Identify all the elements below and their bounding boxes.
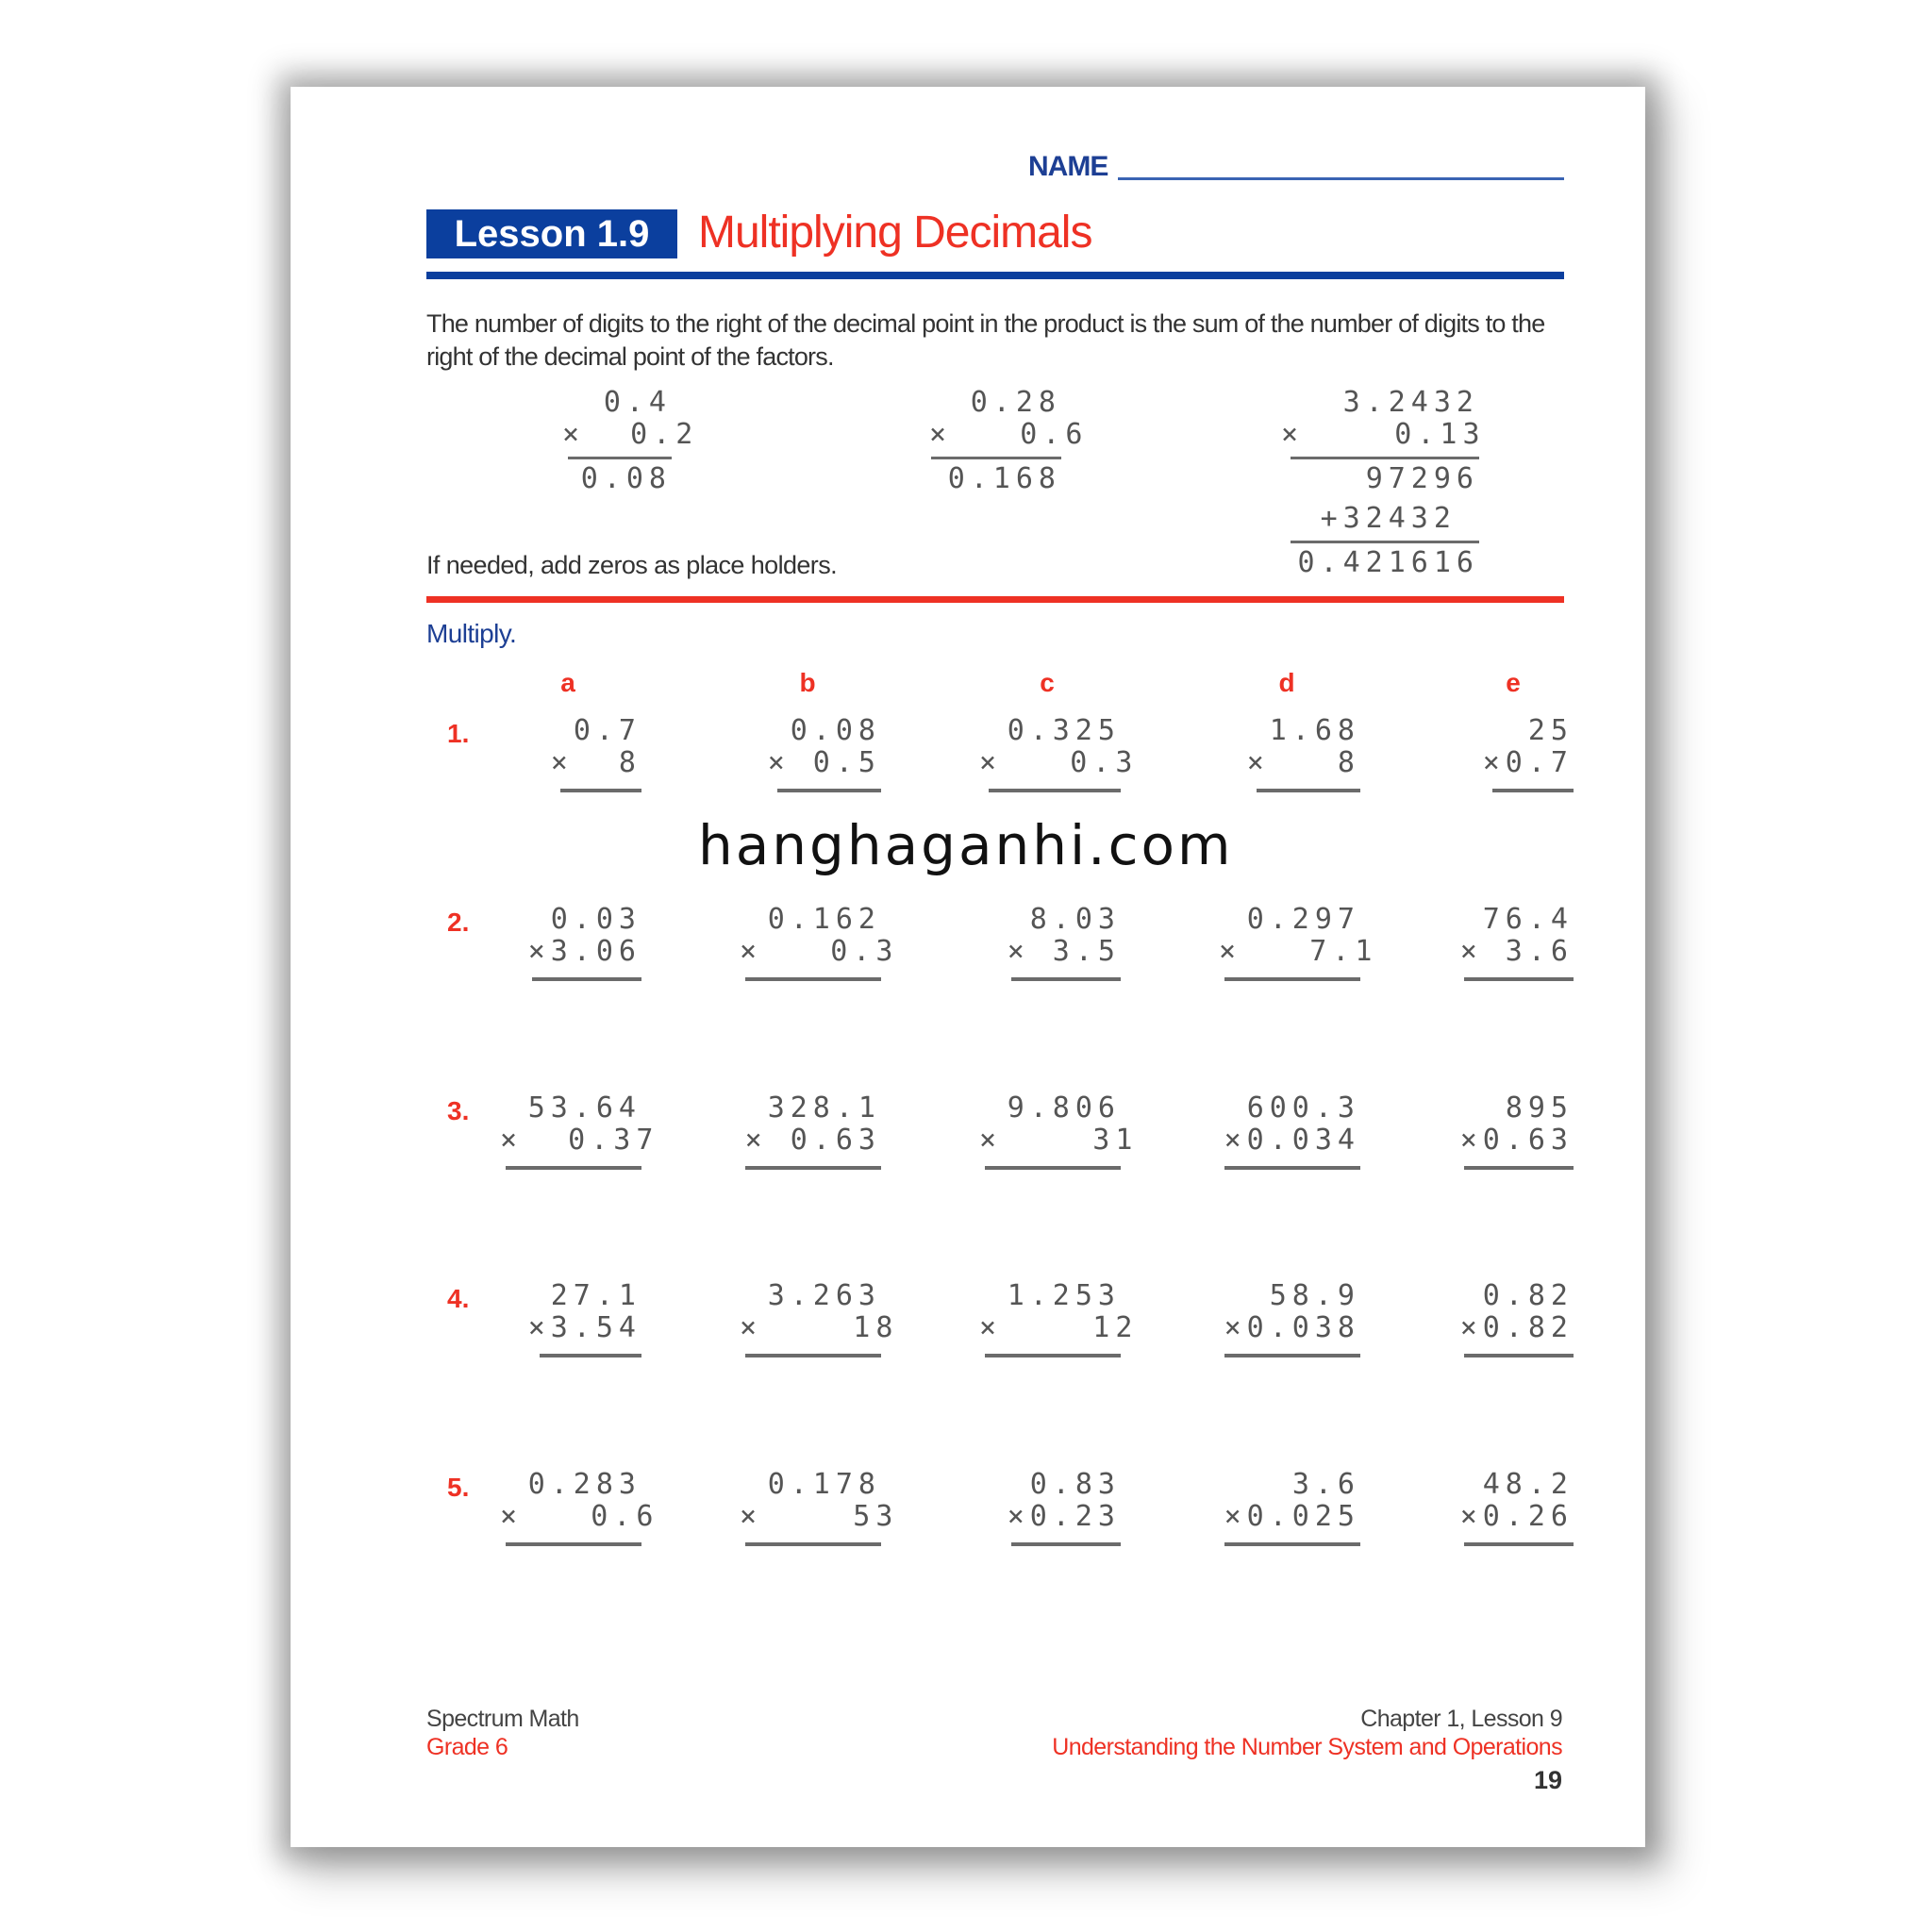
- example-factor-bottom: × 0.6: [929, 418, 1089, 451]
- factor-bottom: ×0.025: [1224, 1500, 1360, 1533]
- problem-5-d: [1219, 1469, 1360, 1546]
- name-label: NAME: [1028, 151, 1108, 182]
- factor-top: 27.1: [550, 1279, 641, 1312]
- factor-bottom: ×0.26: [1459, 1500, 1574, 1533]
- name-field-line[interactable]: [1118, 177, 1564, 180]
- factor-bottom: ×0.82: [1459, 1311, 1574, 1344]
- factor-top: 0.178: [767, 1468, 881, 1501]
- problem-3-e: [1432, 1092, 1574, 1170]
- example-2: [929, 386, 1089, 495]
- factor-bottom: × 8: [550, 746, 641, 779]
- problem-row-number: 5.: [447, 1473, 470, 1502]
- problem-row-number: 4.: [447, 1284, 470, 1313]
- factor-bottom: × 53: [740, 1500, 899, 1533]
- column-label-a: a: [560, 668, 575, 697]
- watermark: hanghaganhi.com: [698, 813, 1234, 877]
- factor-top: 600.3: [1246, 1091, 1360, 1124]
- factor-top: 3.6: [1291, 1468, 1360, 1501]
- footer-book-title: Spectrum Math: [426, 1706, 579, 1732]
- factor-top: 1.68: [1269, 714, 1360, 747]
- factor-bottom: × 0.37: [500, 1124, 659, 1157]
- answer-line[interactable]: [1224, 1166, 1360, 1170]
- problem-5-c: [979, 1469, 1121, 1546]
- factor-bottom: × 3.5: [1007, 935, 1121, 968]
- example-rule-line: [568, 457, 672, 459]
- factor-top: 0.7: [573, 714, 641, 747]
- answer-line[interactable]: [1011, 1542, 1121, 1546]
- example-rule-line: [1291, 541, 1479, 543]
- problem-1-a: [500, 715, 641, 792]
- factor-top: 58.9: [1269, 1279, 1360, 1312]
- placeholder-note: If needed, add zeros as place holders.: [426, 551, 838, 579]
- factor-bottom: × 0.6: [500, 1500, 659, 1533]
- factor-top: 76.4: [1482, 903, 1574, 936]
- example-1: [562, 386, 699, 495]
- problem-5-a: [500, 1468, 659, 1546]
- answer-line[interactable]: [1224, 1354, 1360, 1357]
- answer-line[interactable]: [1011, 977, 1121, 981]
- factor-bottom: × 18: [740, 1311, 899, 1344]
- column-label-e: e: [1506, 668, 1521, 697]
- factor-bottom: × 0.5: [767, 746, 881, 779]
- example-factor-top: 0.28: [970, 386, 1061, 419]
- answer-line[interactable]: [1464, 1542, 1574, 1546]
- problem-4-a: [500, 1280, 641, 1357]
- example-rule-line: [1291, 457, 1479, 459]
- answer-line[interactable]: [745, 1542, 881, 1546]
- factor-bottom: ×3.54: [527, 1311, 641, 1344]
- factor-bottom: × 31: [979, 1124, 1139, 1157]
- factor-top: 8.03: [1029, 903, 1121, 936]
- problem-2-b: [740, 903, 899, 981]
- answer-line[interactable]: [777, 789, 881, 792]
- problem-1-c: [979, 714, 1139, 792]
- answer-line[interactable]: [1492, 789, 1574, 792]
- problem-3-b: [740, 1092, 881, 1170]
- problem-2-c: [979, 904, 1121, 981]
- problem-1-d: [1219, 715, 1360, 792]
- example-factor-top: 0.4: [603, 386, 672, 419]
- section-divider: [426, 596, 1564, 603]
- factor-top: 0.325: [1007, 714, 1121, 747]
- answer-line[interactable]: [1464, 977, 1574, 981]
- answer-line[interactable]: [1257, 789, 1360, 792]
- factor-top: 0.82: [1482, 1279, 1574, 1312]
- factor-bottom: × 0.3: [740, 935, 899, 968]
- factor-bottom: ×3.06: [527, 935, 641, 968]
- answer-line[interactable]: [1224, 1542, 1360, 1546]
- problem-row-number: 3.: [447, 1096, 470, 1125]
- factor-top: 0.162: [767, 903, 881, 936]
- rule-explanation: The number of digits to the right of the decimal point in the product is the sum of the number of digits to the right of the decimal point of the factors.: [426, 309, 1545, 371]
- lesson-badge: Lesson 1.9: [426, 209, 677, 258]
- factor-bottom: × 0.3: [979, 746, 1139, 779]
- factor-top: 3.263: [767, 1279, 881, 1312]
- factor-bottom: × 0.63: [744, 1124, 881, 1157]
- example-rule-line: [931, 457, 1061, 459]
- problem-5-e: [1432, 1469, 1574, 1546]
- factor-top: 0.03: [550, 903, 641, 936]
- example-factor-top: 3.2432: [1342, 386, 1479, 419]
- footer-chapter: Chapter 1, Lesson 9: [1360, 1706, 1562, 1732]
- footer-unit: Understanding the Number System and Operations: [1052, 1734, 1562, 1760]
- page-number: 19: [1533, 1766, 1562, 1794]
- column-label-b: b: [799, 668, 816, 697]
- answer-line[interactable]: [506, 1166, 641, 1170]
- factor-top: 0.83: [1029, 1468, 1121, 1501]
- factor-top: 1.253: [1007, 1279, 1121, 1312]
- answer-line[interactable]: [560, 789, 641, 792]
- factor-top: 0.283: [527, 1468, 641, 1501]
- problem-1-b: [740, 715, 881, 792]
- example-3: [1281, 386, 1486, 579]
- example-partial-product-2: +32432: [1320, 502, 1479, 535]
- factor-top: 25: [1527, 714, 1574, 747]
- answer-line[interactable]: [745, 1166, 881, 1170]
- answer-line[interactable]: [745, 977, 881, 981]
- example-product: 0.168: [947, 462, 1061, 495]
- answer-line[interactable]: [532, 977, 641, 981]
- problem-2-e: [1432, 904, 1574, 981]
- answer-line[interactable]: [989, 789, 1121, 792]
- problem-row-number: 1.: [447, 719, 470, 748]
- factor-bottom: ×0.63: [1459, 1124, 1574, 1157]
- example-product: 0.08: [580, 462, 672, 495]
- factor-top: 328.1: [767, 1091, 881, 1124]
- example-factor-bottom: × 0.2: [562, 418, 699, 451]
- column-label-c: c: [1040, 668, 1055, 697]
- factor-bottom: ×0.7: [1482, 746, 1574, 779]
- problem-3-a: [500, 1091, 659, 1170]
- problem-1-e: [1432, 715, 1574, 792]
- directions: Multiply.: [426, 619, 517, 648]
- answer-line[interactable]: [506, 1542, 641, 1546]
- factor-top: 9.806: [1007, 1091, 1121, 1124]
- factor-top: 48.2: [1482, 1468, 1574, 1501]
- problem-2-d: [1219, 903, 1378, 981]
- footer-grade: Grade 6: [426, 1734, 508, 1760]
- factor-top: 0.297: [1246, 903, 1360, 936]
- problem-4-c: [979, 1279, 1139, 1357]
- answer-line[interactable]: [745, 1354, 881, 1357]
- answer-line[interactable]: [1464, 1354, 1574, 1357]
- factor-bottom: × 8: [1246, 746, 1360, 779]
- answer-line[interactable]: [985, 1166, 1121, 1170]
- column-label-d: d: [1278, 668, 1295, 697]
- factor-top: 53.64: [527, 1091, 641, 1124]
- factor-bottom: × 12: [979, 1311, 1139, 1344]
- factor-top: 895: [1505, 1091, 1574, 1124]
- problem-4-e: [1432, 1280, 1574, 1357]
- factor-bottom: ×0.23: [1007, 1500, 1121, 1533]
- factor-top: 0.08: [790, 714, 881, 747]
- answer-line[interactable]: [1464, 1166, 1574, 1170]
- example-factor-bottom: × 0.13: [1281, 418, 1486, 451]
- problem-2-a: [500, 904, 641, 981]
- problem-3-d: [1219, 1092, 1360, 1170]
- lesson-title: Multiplying Decimals: [698, 208, 1092, 258]
- header-divider: [426, 272, 1564, 279]
- factor-bottom: × 7.1: [1219, 935, 1378, 968]
- problem-4-d: [1219, 1280, 1360, 1357]
- factor-bottom: ×0.038: [1224, 1311, 1360, 1344]
- example-product: 0.421616: [1297, 546, 1479, 579]
- problem-row-number: 2.: [447, 908, 470, 937]
- problem-5-b: [740, 1468, 899, 1546]
- answer-line[interactable]: [1224, 977, 1360, 981]
- answer-line[interactable]: [540, 1354, 641, 1357]
- factor-bottom: × 3.6: [1459, 935, 1574, 968]
- example-partial-product-1: 97296: [1365, 462, 1479, 495]
- problem-4-b: [740, 1279, 899, 1357]
- problem-3-c: [979, 1091, 1139, 1170]
- factor-bottom: ×0.034: [1224, 1124, 1360, 1157]
- answer-line[interactable]: [985, 1354, 1121, 1357]
